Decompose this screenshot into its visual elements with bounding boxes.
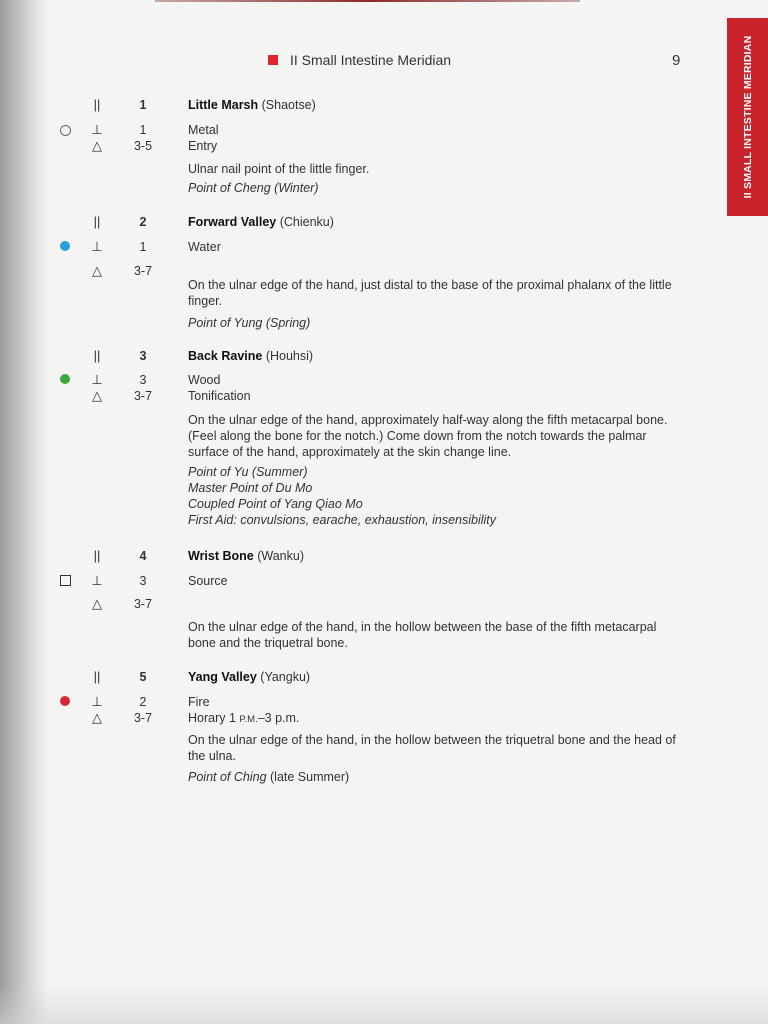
parallel-symbol: ||	[93, 214, 101, 229]
triangle-symbol: △	[92, 388, 102, 403]
triangle-symbol: △	[92, 263, 102, 278]
point-element: Source	[188, 574, 228, 588]
side-tab-label: II SMALL INTESTINE MERIDIAN	[741, 35, 754, 199]
perp-value: 2	[139, 695, 147, 709]
triangle-value: 3-5	[133, 139, 153, 153]
perpendicular-symbol: ⊥	[91, 239, 103, 254]
point-note: First Aid: convulsions, earache, exhaustion, insensibility	[188, 513, 497, 527]
point-alt-name: (Yangku)	[260, 670, 311, 684]
horary-suffix: –3 p.m.	[257, 711, 300, 725]
point-element: Wood	[188, 373, 221, 387]
point-horary	[188, 710, 683, 728]
point-name: Back Ravine	[188, 349, 263, 363]
point-element: Metal	[188, 123, 219, 137]
point-note: Master Point of Du Mo	[188, 481, 313, 495]
parallel-symbol: ||	[93, 97, 101, 112]
point-alt-name: (Chienku)	[279, 215, 334, 229]
point-alt-name: (Wanku)	[257, 549, 304, 563]
point-role: Tonification	[188, 389, 251, 403]
red-square-icon	[268, 55, 278, 65]
point-description: On the ulnar edge of the hand, in the hollow between the base of the fifth metacarpal bone and the triquetral bone.	[188, 620, 657, 650]
perpendicular-symbol: ⊥	[91, 122, 103, 137]
point-name: Yang Valley	[188, 670, 257, 684]
top-rule	[155, 0, 580, 2]
point-number: 3	[139, 349, 147, 363]
parallel-symbol: ||	[93, 548, 101, 563]
triangle-symbol: △	[92, 596, 102, 611]
triangle-value: 3-7	[133, 711, 153, 725]
chapter-side-tab	[727, 18, 768, 216]
point-name-line	[188, 669, 683, 685]
white-circle-icon	[60, 125, 71, 136]
point-name: Forward Valley	[188, 215, 277, 229]
point-role: Entry	[188, 139, 218, 153]
point-note	[188, 769, 683, 785]
horary-pm: P.M.	[239, 714, 258, 725]
point-number: 5	[139, 670, 147, 684]
perp-value: 3	[139, 574, 147, 588]
point-name-line	[188, 97, 683, 113]
point-description: Ulnar nail point of the little finger.	[188, 162, 370, 176]
perpendicular-symbol: ⊥	[91, 573, 103, 588]
point-name-line	[188, 214, 683, 230]
point-note: Point of Yu (Summer)	[188, 465, 308, 479]
perp-value: 1	[139, 240, 147, 254]
blue-dot-icon	[60, 241, 70, 251]
page-number: 9	[672, 52, 681, 69]
parallel-symbol: ||	[93, 669, 101, 684]
point-description: On the ulnar edge of the hand, just distal to the base of the proximal phalanx of the little finger.	[188, 278, 672, 308]
point-description: On the ulnar edge of the hand, in the hollow between the triquetral bone and the head of the ulna.	[188, 733, 676, 763]
triangle-symbol: △	[92, 710, 102, 725]
triangle-symbol: △	[92, 138, 102, 153]
perpendicular-symbol: ⊥	[91, 372, 103, 387]
page-header	[268, 52, 451, 68]
square-icon	[60, 575, 71, 586]
horary-prefix: Horary 1	[188, 711, 240, 725]
perpendicular-symbol: ⊥	[91, 694, 103, 709]
point-number: 4	[139, 549, 147, 563]
point-number: 2	[139, 215, 147, 229]
page-title: II Small Intestine Meridian	[290, 52, 452, 68]
triangle-value: 3-7	[133, 264, 153, 278]
point-number: 1	[139, 98, 147, 112]
point-note: Coupled Point of Yang Qiao Mo	[188, 497, 363, 511]
page-gutter-shadow	[0, 0, 48, 1024]
point-name: Wrist Bone	[188, 549, 254, 563]
point-note-italic: Point of Ching	[188, 770, 267, 784]
point-note-plain: (late Summer)	[266, 770, 350, 784]
red-dot-icon	[60, 696, 70, 706]
point-alt-name: (Houhsi)	[265, 349, 314, 363]
point-alt-name: (Shaotse)	[261, 98, 316, 112]
parallel-symbol: ||	[93, 348, 101, 363]
point-name: Little Marsh	[188, 98, 259, 112]
green-dot-icon	[60, 374, 70, 384]
point-name-line	[188, 548, 683, 564]
point-element: Water	[188, 240, 221, 254]
triangle-value: 3-7	[133, 597, 153, 611]
point-name-line	[188, 348, 683, 364]
perp-value: 3	[139, 373, 147, 387]
perp-value: 1	[139, 123, 147, 137]
point-element: Fire	[188, 695, 210, 709]
page-bottom-shadow	[0, 984, 768, 1024]
point-description: On the ulnar edge of the hand, approximately half-way along the fifth metacarpal bone. (Feel along the bone for the notch.) Come down from the notch towards the palmar surface of the hand, approximately at the skin change line.	[188, 413, 668, 459]
point-note: Point of Cheng (Winter)	[188, 181, 319, 195]
point-note: Point of Yung (Spring)	[188, 316, 311, 330]
triangle-value: 3-7	[133, 389, 153, 403]
